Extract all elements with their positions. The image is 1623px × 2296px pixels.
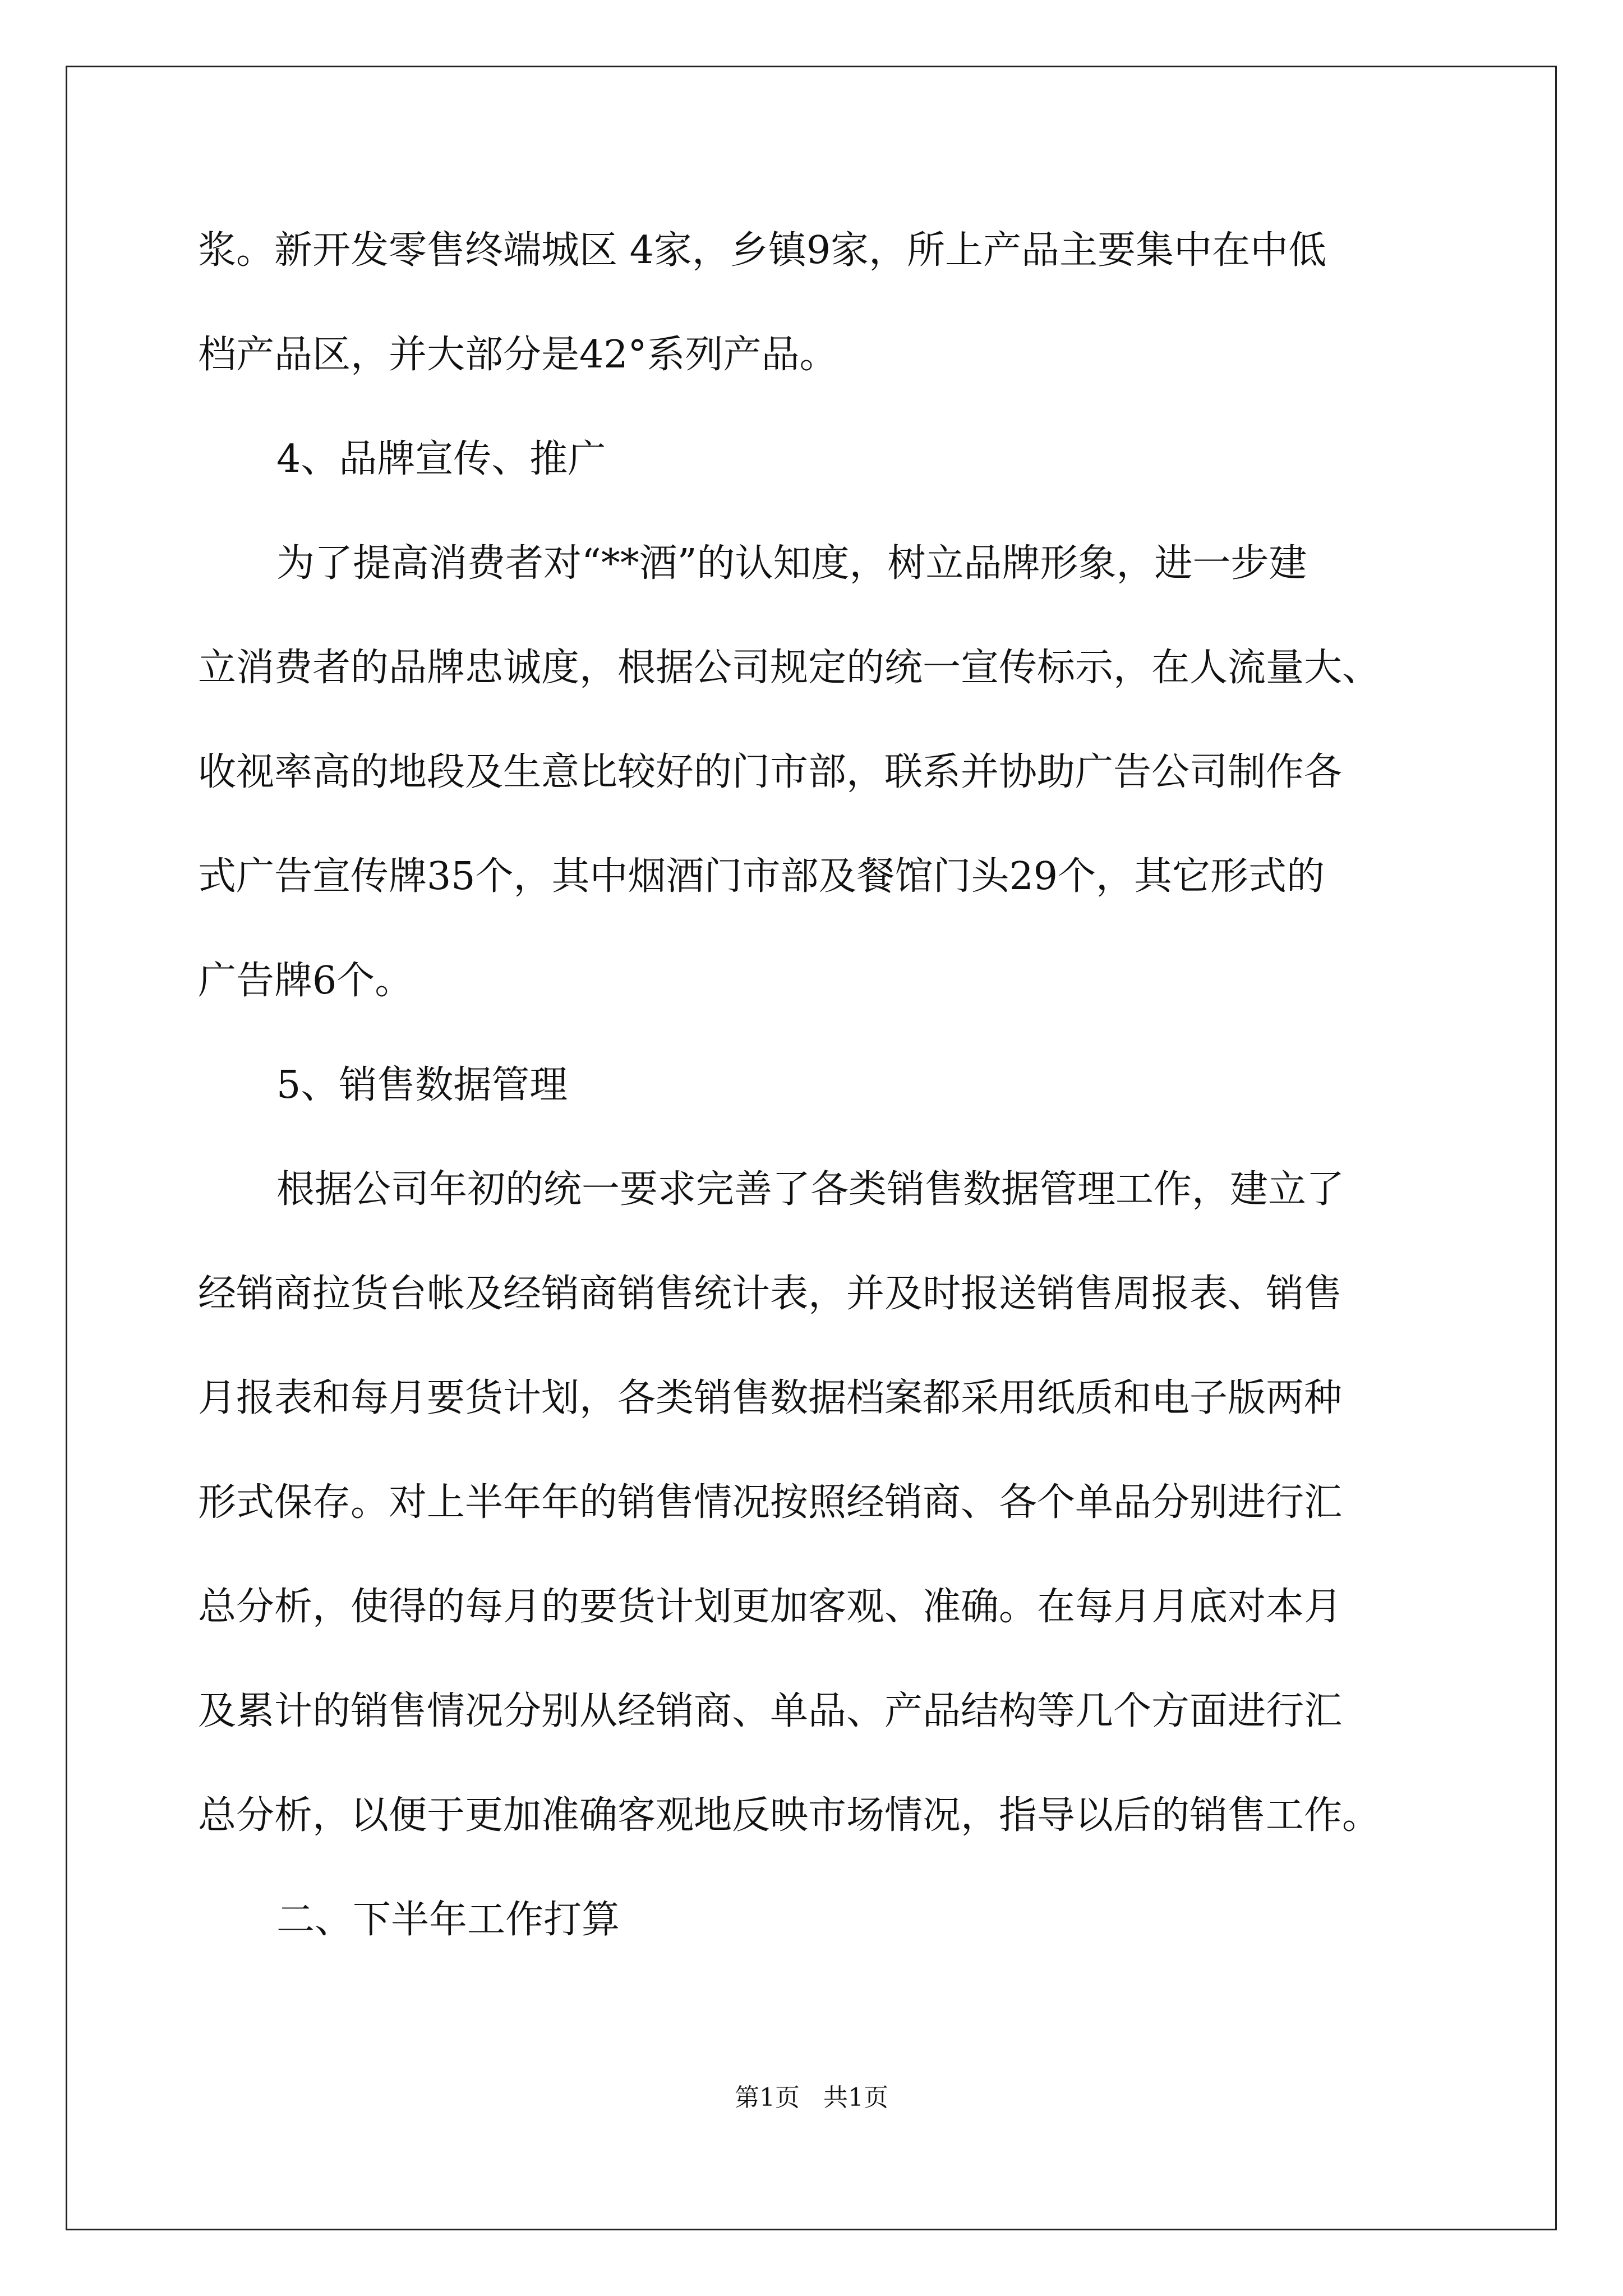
- text-line: 收视率高的地段及生意比较好的门市部，联系并协助广告公司制作各: [198, 750, 1343, 794]
- page-number-footer: 第1页 共1页: [735, 2083, 888, 2112]
- text-line: 立消费者的品牌忠诚度，根据公司规定的统一宣传标示，在人流量大、: [198, 646, 1381, 690]
- section-heading: 4、品牌宣传、推广: [276, 437, 606, 481]
- text-line: 形式保存。对上半年年的销售情况按照经销商、各个单品分别进行汇: [198, 1480, 1343, 1525]
- text-line: 总分析，使得的每月的要货计划更加客观、准确。在每月月底对本月: [198, 1585, 1343, 1629]
- text-line: 月报表和每月要货计划，各类销售数据档案都采用纸质和电子版两种: [198, 1376, 1343, 1420]
- section-heading: 5、销售数据管理: [276, 1063, 568, 1107]
- text-line: 及累计的销售情况分别从经销商、单品、产品结构等几个方面进行汇: [198, 1689, 1343, 1733]
- text-line: 广告牌6个。: [198, 959, 413, 1003]
- text-line: 总分析，以便于更加准确客观地反映市场情况，指导以后的销售工作。: [198, 1793, 1381, 1838]
- text-line: 经销商拉货台帐及经销商销售统计表，并及时报送销售周报表、销售: [198, 1272, 1343, 1316]
- text-line: 根据公司年初的统一要求完善了各类销售数据管理工作，建立了: [276, 1167, 1345, 1212]
- section-heading: 二、下半年工作打算: [276, 1898, 620, 1942]
- text-line: 浆。新开发零售终端城区 4家，乡镇9家，所上产品主要集中在中低: [198, 228, 1327, 273]
- text-line: 式广告宣传牌35个，其中烟酒门市部及餐馆门头29个，其它形式的: [198, 854, 1325, 899]
- text-line: 档产品区，并大部分是42°系列产品。: [198, 333, 838, 377]
- text-line: 为了提高消费者对“**酒”的认知度，树立品牌形象，进一步建: [276, 541, 1307, 586]
- document-body: [198, 220, 1449, 1994]
